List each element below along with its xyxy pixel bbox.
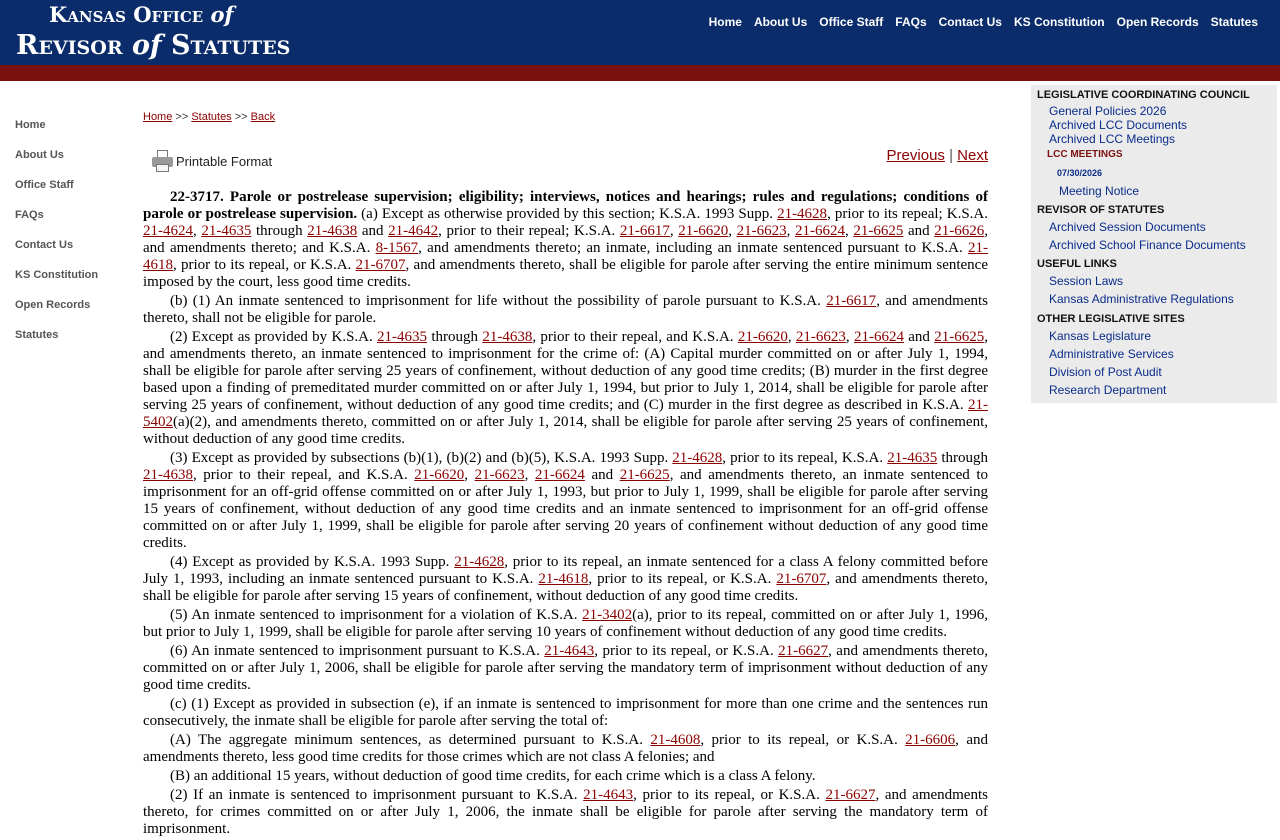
top-nav-about-us[interactable]: About Us	[753, 15, 808, 29]
left-nav-home[interactable]: Home	[15, 119, 46, 131]
statute-link[interactable]: 21-4643	[544, 643, 595, 659]
statute-link[interactable]: 21-4638	[482, 329, 533, 345]
left-nav-ks-constitution[interactable]: KS Constitution	[15, 269, 99, 281]
left-nav-contact-us[interactable]: Contact Us	[15, 239, 74, 251]
statute-text-run: ,	[193, 223, 202, 239]
header-accent-bar	[0, 65, 1280, 81]
statute-link[interactable]: 21-6707	[355, 257, 406, 273]
statute-link[interactable]: 21-6627	[778, 643, 829, 659]
statute-paragraph	[143, 732, 988, 766]
breadcrumb-home[interactable]: Home	[143, 111, 173, 123]
sidebar-link-post-audit[interactable]: Division of Post Audit	[1049, 365, 1162, 379]
statute-text-run: , prior to their repeal; K.S.A.	[438, 223, 620, 239]
statute-link[interactable]: 21-6625	[619, 467, 670, 483]
statute-link[interactable]: 21-6707	[776, 571, 827, 587]
statute-text-run: , and amendments thereto, shall not be eligible for parole.	[143, 293, 989, 326]
statute-text-run: , prior to its repeal, or K.S.A.	[173, 257, 356, 273]
statute-link[interactable]: 21-4628	[454, 554, 505, 570]
statute-text-run: (A) The aggregate minimum sentences, as determined pursuant to K.S.A.	[170, 732, 651, 748]
statute-title: 22-3717. Parole or postrelease supervision; eligibility; interviews, notices and hearings; rules and regulations; conditions of parole or postrelease supervision.	[143, 189, 988, 222]
statute-text-run: (5) An inmate sentenced to imprisonment for a violation of K.S.A.	[170, 607, 583, 623]
statute-text-run: (a) Except as otherwise provided by this section; K.S.A. 1993 Supp.	[357, 206, 778, 222]
statute-text-run: , and amendments thereto, shall be eligible for parole after serving the entire minimum sentence imposed by the court, less good time credits.	[143, 257, 988, 290]
statute-link[interactable]: 21-4618	[538, 571, 589, 587]
statute-text-run: ,	[728, 223, 737, 239]
statute-paragraph	[143, 643, 988, 694]
statute-text-run: (b) (1) An inmate sentenced to imprisonment for life without the possibility of parole pursuant to K.S.A.	[170, 293, 827, 309]
top-nav	[709, 15, 1258, 29]
left-nav	[15, 118, 125, 358]
left-nav-faqs[interactable]: FAQs	[15, 209, 44, 221]
breadcrumb-separator: >>	[175, 111, 189, 123]
statute-link[interactable]: 21-4628	[777, 206, 828, 222]
top-nav-faqs[interactable]: FAQs	[895, 15, 927, 29]
statute-link[interactable]: 21-4635	[201, 223, 252, 239]
logo-text: of	[132, 30, 162, 61]
statute-paragraph	[143, 189, 988, 291]
statute-link[interactable]: 21-4635	[377, 329, 428, 345]
statute-text-run: and	[903, 223, 935, 239]
statute-link[interactable]: 21-6620	[678, 223, 729, 239]
sidebar-link-general-policies[interactable]: General Policies 2026	[1049, 104, 1167, 118]
statute-paragraph	[143, 450, 988, 552]
statute-link[interactable]: 21-6623	[795, 329, 846, 345]
sidebar-link-kansas-legislature[interactable]: Kansas Legislature	[1049, 329, 1152, 343]
sidebar-link-archived-school-finance[interactable]: Archived School Finance Documents	[1049, 238, 1246, 252]
statute-paragraph	[143, 787, 988, 838]
statute-text-run: , and amendments thereto, for crimes committed on or after July 1, 2006, the inmate shall be eligible for parole after serving the mandatory term of imprisonment.	[143, 787, 988, 837]
statute-link[interactable]: 21-4638	[143, 467, 193, 483]
statute-text-run: ,	[786, 223, 795, 239]
statute-link[interactable]: 21-6623	[474, 467, 525, 483]
statute-text-run: , prior to its repeal, or K.S.A.	[700, 732, 906, 748]
statute-link[interactable]: 21-4638	[307, 223, 358, 239]
statute-text-run: , and amendments thereto; and K.S.A.	[143, 223, 988, 256]
sidebar-link-archived-lcc-meetings[interactable]: Archived LCC Meetings	[1049, 132, 1176, 146]
statute-link[interactable]: 21-4635	[887, 450, 938, 466]
statute-text-run: (6) An inmate sentenced to imprisonment pursuant to K.S.A.	[170, 643, 545, 659]
statute-text-run: , prior to its repeal, or K.S.A.	[633, 787, 826, 803]
statute-text-run: and	[584, 467, 620, 483]
statute-text-run: through	[937, 450, 988, 466]
statute-paragraph	[143, 293, 988, 327]
statute-link[interactable]: 21-5402	[143, 397, 988, 430]
statute-paragraph	[143, 554, 988, 605]
breadcrumb-statutes[interactable]: Statutes	[191, 111, 232, 123]
sidebar-link-administrative-services[interactable]: Administrative Services	[1049, 347, 1174, 361]
statute-link[interactable]: 21-6624	[853, 329, 904, 345]
statute-text-run: , and amendments thereto, shall be eligible for parole after serving 15 years of confinement, without deduction of any good time credits.	[143, 571, 988, 604]
statute-text-run: (2) Except as provided by K.S.A.	[170, 329, 378, 345]
statute-link[interactable]: 21-6623	[736, 223, 787, 239]
prev-next-nav	[887, 147, 988, 164]
statute-text-run: , and amendments thereto; an inmate, including an inmate sentenced pursuant to K.S.A.	[418, 240, 968, 256]
statute-link[interactable]: 21-4624	[143, 223, 193, 239]
top-nav-statutes[interactable]: Statutes	[1210, 15, 1258, 29]
statute-paragraph	[143, 607, 988, 641]
statute-text-run: (c) (1) Except as provided in subsection (e), if an inmate is sentenced to imprisonment for more than one crime and the sentences run consecutively, the inmate shall be eligible for parole after serving the total of:	[143, 696, 988, 729]
sidebar-subheading-lcc-meetings: LCC MEETINGS	[1047, 149, 1123, 160]
statute-link[interactable]: 21-4643	[583, 787, 634, 803]
statute-text-run: (3) Except as provided by subsections (b)(1), (b)(2) and (b)(5), K.S.A. 1993 Supp.	[170, 450, 673, 466]
statute-text-run: , prior to its repeal, an inmate sentenced for a class A felony committed before July 1, 1993, including an inmate sentenced pursuant to K.S.A.	[143, 554, 988, 587]
printer-icon[interactable]	[152, 150, 173, 172]
logo-text: Revisor	[16, 30, 133, 61]
sidebar-link-archived-session-documents[interactable]: Archived Session Documents	[1049, 220, 1206, 234]
right-sidebar	[1031, 85, 1277, 403]
statute-text-run: , and amendments thereto, an inmate sentenced to imprisonment for an off-grid offense committed on or after July 1, 1993, but prior to July 1, 1999, shall be eligible for parole after serving 15 years of confinement, without deduction of any good time credits and an inmate sentenced to imprisonment for an off-grid offense committed on or after July 1, 1999, shall be eligible for parole after serving 20 years of confinement without deduction of any good time credits.	[143, 467, 988, 551]
top-nav-home[interactable]: Home	[708, 15, 742, 29]
logo-text: Statutes	[161, 30, 291, 61]
statute-link[interactable]: 21-6620	[414, 467, 465, 483]
statute-text-run: ,	[787, 329, 796, 345]
statute-link[interactable]: 21-6620	[737, 329, 788, 345]
statute-text-run: (a), prior to its repeal, committed on or after July 1, 1996, but prior to July 1, 1999, shall be eligible for parole after serving 10 years of confinement without deduction of any good time credits.	[143, 607, 988, 640]
statute-link[interactable]: 21-4628	[672, 450, 723, 466]
statute-text-run: , and amendments thereto, less good time credits for those crimes which are not class A felonies; and	[143, 732, 988, 765]
statute-text-run: (a)(2), and amendments thereto, committed on or after July 1, 2014, shall be eligible for parole after serving 25 years of confinement, without deduction of any good time credits.	[143, 414, 988, 447]
statute-text-run: (B) an additional 15 years, without deduction of good time credits, for each crime which is a class A felony.	[170, 768, 816, 784]
statute-text-run: (2) If an inmate is sentenced to imprisonment pursuant to K.S.A.	[170, 787, 584, 803]
sidebar-meeting-date: 07/30/2026	[1057, 168, 1103, 178]
breadcrumb	[143, 111, 275, 123]
statute-link[interactable]: 21-6624	[534, 467, 585, 483]
breadcrumb-back[interactable]: Back	[250, 111, 276, 123]
statute-text-run: ,	[669, 223, 679, 239]
statute-link[interactable]: 21-4618	[143, 240, 988, 273]
statute-text-run: through	[251, 223, 308, 239]
statute-text-run: and	[903, 329, 935, 345]
sidebar-heading-other-sites: OTHER LEGISLATIVE SITES	[1037, 313, 1185, 325]
statute-link[interactable]: 21-6606	[905, 732, 956, 748]
sidebar-heading-revisor: REVISOR OF STATUTES	[1037, 204, 1165, 216]
logo-text: Kansas Office	[49, 2, 211, 27]
statute-text-run: , prior to its repeal, or K.S.A.	[594, 643, 779, 659]
printable-format-link[interactable]	[152, 149, 272, 173]
statute-link[interactable]: 21-6617	[826, 293, 877, 309]
logo-text: of	[210, 2, 234, 27]
sidebar-link-kansas-administrative-regulations[interactable]: Kansas Administrative Regulations	[1049, 292, 1234, 306]
statute-text-run: ,	[845, 223, 854, 239]
top-nav-office-staff[interactable]: Office Staff	[819, 15, 884, 29]
statute-text-run: , prior to their repeal, and K.S.A.	[193, 467, 415, 483]
statute-text-run: , and amendments thereto, an inmate sentenced to imprisonment for the crime of: (A) Capital murder committed on or after July 1, 1994, shall be eligible for parole after serving 25 years of confinement, without deduction of any good time credits; (B) murder in the first degree based upon a finding of premeditated murder committed on or after July 1, 1994, but prior to July 1, 2014, shall be eligible for parole after serving 25 years of confinement, without deduction of any good time credits; and (C) murder in the first degree as described in K.S.A.	[143, 329, 988, 413]
site-header	[0, 0, 1280, 65]
statute-text-run: and	[357, 223, 389, 239]
statute-text-run: , prior to their repeal, and K.S.A.	[532, 329, 738, 345]
sidebar-link-meeting-notice[interactable]: Meeting Notice	[1059, 184, 1140, 198]
statute-paragraph	[143, 329, 988, 448]
statute-paragraph	[143, 696, 988, 730]
previous-link[interactable]: Previous	[886, 147, 945, 164]
prev-next-separator: |	[949, 147, 953, 164]
sidebar-link-session-laws[interactable]: Session Laws	[1049, 274, 1124, 288]
left-nav-office-staff[interactable]: Office Staff	[15, 179, 74, 191]
statute-link[interactable]: 21-4608	[650, 732, 701, 748]
statute-paragraph	[143, 768, 988, 785]
top-nav-ks-constitution[interactable]: KS Constitution	[1013, 15, 1105, 29]
statute-link[interactable]: 21-6617	[619, 223, 670, 239]
statute-text-run: (4) Except as provided by K.S.A. 1993 Supp.	[170, 554, 455, 570]
statute-text-run: ,	[845, 329, 854, 345]
statute-text-run: ,	[524, 467, 535, 483]
statute-text-run: ,	[464, 467, 475, 483]
statute-link[interactable]: 21-6624	[795, 223, 845, 239]
left-nav-about-us[interactable]: About Us	[15, 149, 64, 161]
next-link[interactable]: Next	[957, 147, 988, 164]
left-nav-statutes[interactable]: Statutes	[15, 329, 59, 341]
sidebar-heading-lcc: LEGISLATIVE COORDINATING COUNCIL	[1037, 89, 1250, 101]
left-nav-open-records[interactable]: Open Records	[15, 299, 91, 311]
statute-text	[143, 189, 988, 840]
sidebar-link-research-department[interactable]: Research Department	[1049, 383, 1167, 397]
statute-link[interactable]: 21-6626	[934, 223, 985, 239]
statute-text-run: through	[427, 329, 483, 345]
statute-link[interactable]: 21-6625	[934, 329, 985, 345]
statute-link[interactable]: 21-3402	[582, 607, 633, 623]
statute-link[interactable]: 21-6627	[825, 787, 876, 803]
statute-link[interactable]: 21-6625	[853, 223, 904, 239]
statute-text-run: , prior to its repeal, K.S.A.	[722, 450, 888, 466]
breadcrumb-separator: >>	[234, 111, 248, 123]
top-nav-open-records[interactable]: Open Records	[1116, 15, 1199, 29]
statute-link[interactable]: 8-1567	[375, 240, 419, 256]
top-nav-contact-us[interactable]: Contact Us	[938, 15, 1002, 29]
statute-text-run: , prior to its repeal; K.S.A.	[827, 206, 988, 222]
printable-format-label[interactable]: Printable Format	[176, 153, 273, 169]
sidebar-heading-useful-links: USEFUL LINKS	[1037, 258, 1117, 270]
statute-link[interactable]: 21-4642	[388, 223, 439, 239]
statute-text-run: , and amendments thereto, committed on or after July 1, 2006, shall be eligible for parole after serving the mandatory term of imprisonment without deduction of any good time credits.	[143, 643, 988, 693]
statute-text-run: , prior to its repeal, or K.S.A.	[588, 571, 777, 587]
sidebar-link-archived-lcc-documents[interactable]: Archived LCC Documents	[1049, 118, 1188, 132]
